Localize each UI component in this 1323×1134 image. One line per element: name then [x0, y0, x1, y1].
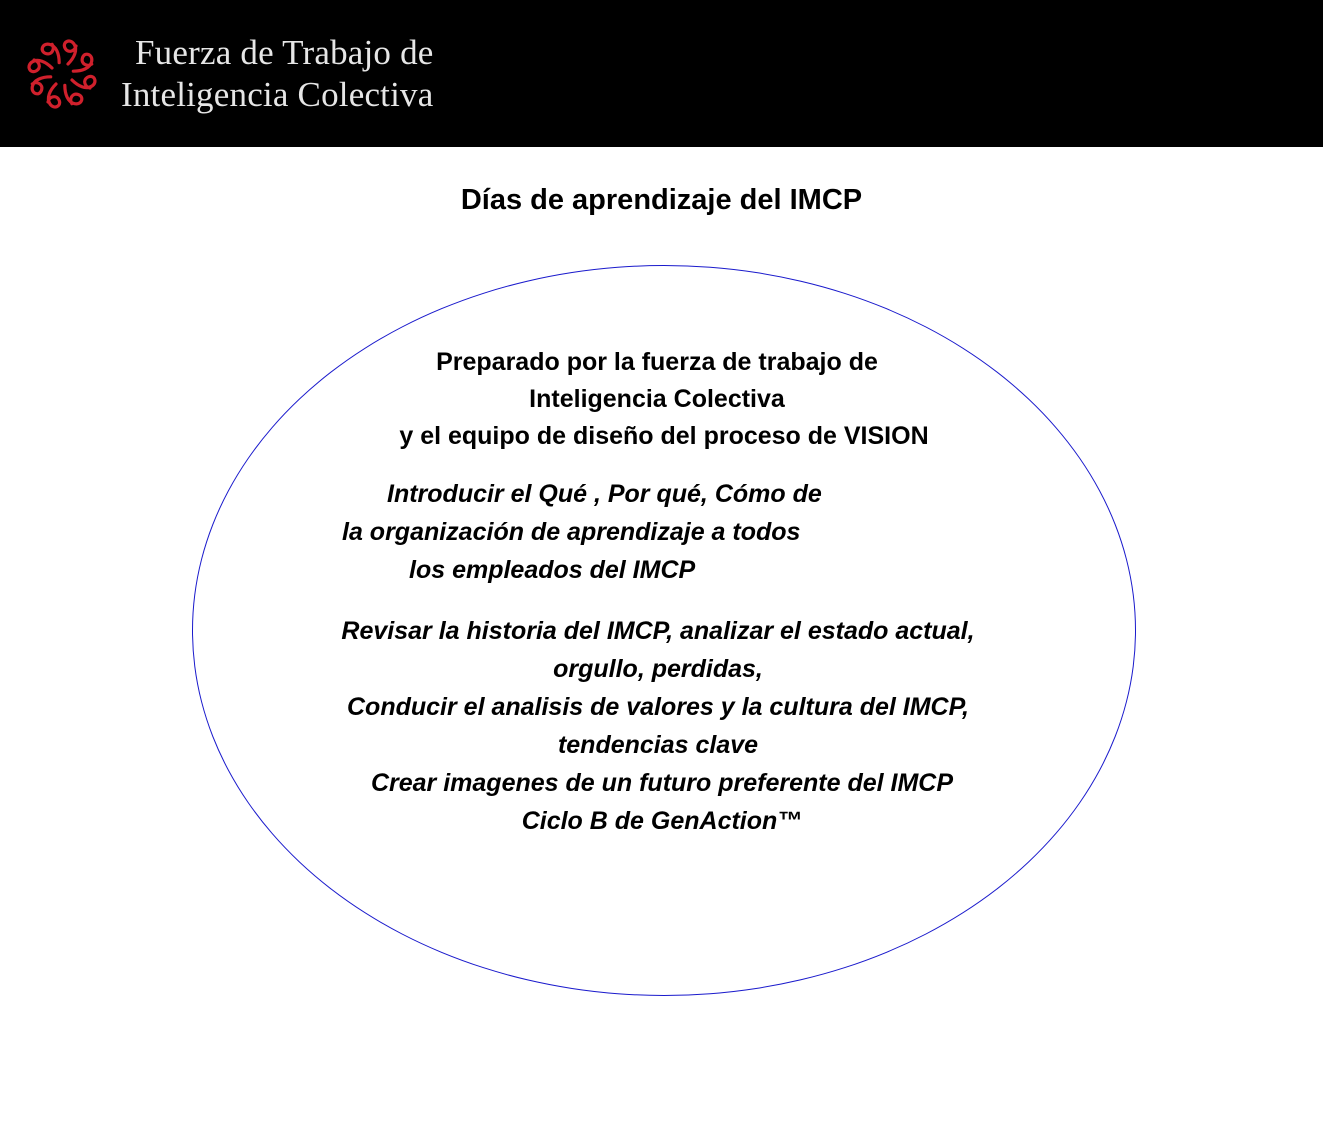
- prepared-line-1: Preparado por la fuerza de trabajo de: [436, 348, 878, 376]
- prepared-line-2: Inteligencia Colectiva: [529, 385, 785, 413]
- agenda-line-5: Crear imagenes de un futuro preferente del IMCP: [370, 769, 954, 797]
- intro-line-2: la organización de aprendizaje a todos: [342, 518, 801, 546]
- organization-name: [121, 32, 434, 116]
- slide-title: Días de aprendizaje del IMCP: [460, 184, 863, 216]
- agenda-line-2: orgullo, perdidas,: [553, 655, 763, 683]
- intro-line-3: los empleados del IMCP: [409, 556, 696, 584]
- organization-name-line1: Fuerza de Trabajo de: [135, 33, 434, 72]
- agenda-line-3: Conducir el analisis de valores y la cultura del IMCP,: [347, 693, 969, 721]
- header-bar: [0, 0, 1323, 147]
- agenda-line-6: Ciclo B de GenAction™: [521, 807, 803, 835]
- intro-line-1: Introducir el Qué , Por qué, Cómo de: [387, 480, 822, 508]
- prepared-line-3: y el equipo de diseño del proceso de VISION: [399, 422, 929, 450]
- agenda-line-4: tendencias clave: [557, 731, 759, 759]
- radial-swirl-logo-icon: [12, 28, 112, 120]
- agenda-line-1: Revisar la historia del IMCP, analizar el estado actual,: [341, 617, 975, 645]
- organization-name-line2: Inteligencia Colectiva: [121, 75, 434, 114]
